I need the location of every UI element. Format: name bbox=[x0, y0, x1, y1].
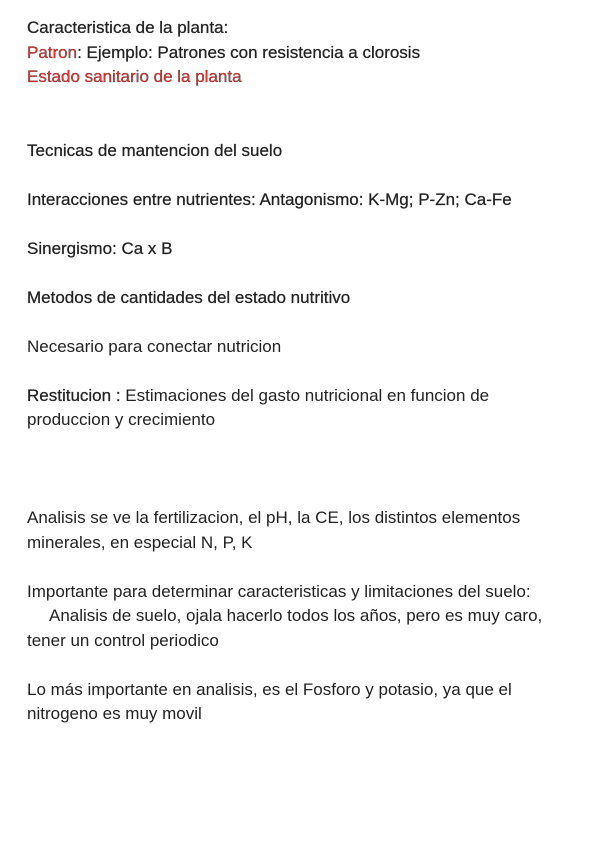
patron-label: Patron bbox=[27, 42, 78, 62]
metodos-line: Metodos de cantidades del estado nutritivo bbox=[27, 287, 351, 307]
analisis-suelo-paragraph bbox=[27, 604, 572, 653]
necesario-line: Necesario para conectar nutricion bbox=[27, 336, 282, 356]
patron-line bbox=[27, 41, 572, 66]
analisis-paragraph: Analisis se ve la fertilizacion, el pH, la CE, los distintos elementos minerales, en especial N, P, K bbox=[27, 508, 521, 552]
restitucion-label: Restitucion : bbox=[27, 385, 121, 405]
restitucion-paragraph bbox=[27, 384, 572, 433]
patron-text: : Ejemplo: Patrones con resistencia a clorosis bbox=[77, 42, 421, 62]
estado-sanitario: Estado sanitario de la planta bbox=[27, 67, 242, 86]
interacciones-line: Interacciones entre nutrientes: Antagonismo: K-Mg; P-Zn; Ca-Fe bbox=[27, 189, 512, 209]
importante-paragraph: Importante para determinar caracteristicas y limitaciones del suelo: bbox=[27, 581, 531, 601]
planta-section bbox=[27, 16, 572, 90]
tecnicas-line: Tecnicas de mantencion del suelo bbox=[27, 140, 283, 160]
mas-importante-paragraph: Lo más importante en analisis, es el Fosforo y potasio, ya que el nitrogeno es muy movil bbox=[27, 679, 512, 723]
restitucion-text: Estimaciones del gasto nutricional en funcion de produccion y crecimiento bbox=[27, 385, 490, 429]
analisis-suelo-text: Analisis de suelo, ojala hacerlo todos los años, pero es muy caro, tener un control periodico bbox=[27, 606, 543, 650]
sinergismo-line: Sinergismo: Ca x B bbox=[27, 238, 173, 258]
document-body bbox=[27, 16, 572, 727]
planta-heading: Caracteristica de la planta: bbox=[27, 18, 229, 37]
